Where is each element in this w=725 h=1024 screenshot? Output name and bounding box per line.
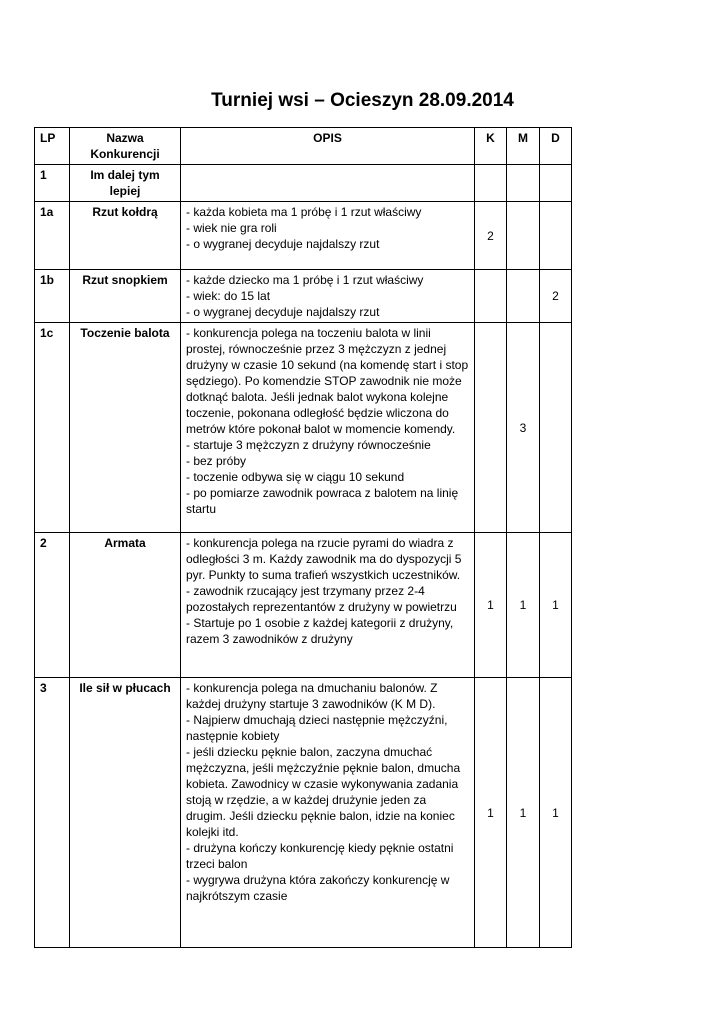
description-line: - startuje 3 mężczyzn z drużyny równocześnie — [186, 438, 431, 452]
description-line: - wiek nie gra roli — [186, 221, 277, 235]
description-line: - konkurencja polega na dmuchaniu balonów. Z każdej drużyny startuje 3 zawodników (K M D). — [186, 681, 438, 711]
row-score-d — [540, 165, 572, 202]
table-row — [35, 270, 572, 323]
row-description — [181, 165, 475, 202]
row-description — [181, 270, 475, 323]
description-line: - każda kobieta ma 1 próbę i 1 rzut właściwy — [186, 205, 422, 219]
table-row — [35, 202, 572, 270]
row-score-m: 1 — [507, 533, 540, 678]
row-competition-name: Toczenie balota — [70, 323, 181, 533]
row-lp: 3 — [35, 678, 70, 948]
row-lp: 1a — [35, 202, 70, 270]
row-score-k — [475, 165, 507, 202]
row-lp: 1b — [35, 270, 70, 323]
row-description — [181, 678, 475, 948]
header-m: M — [507, 128, 540, 165]
row-lp: 1c — [35, 323, 70, 533]
header-lp: LP — [35, 128, 70, 165]
table-header-row — [35, 128, 572, 165]
row-score-k — [475, 323, 507, 533]
row-score-m — [507, 270, 540, 323]
table-row — [35, 678, 572, 948]
table-row — [35, 323, 572, 533]
row-score-d — [540, 323, 572, 533]
row-score-m: 1 — [507, 678, 540, 948]
row-competition-name: Rzut snopkiem — [70, 270, 181, 323]
competition-table — [34, 127, 572, 948]
description-line: - wiek: do 15 lat — [186, 289, 271, 303]
header-k: K — [475, 128, 507, 165]
description-line: - wygrywa drużyna która zakończy konkurencję w najkrótszym czasie — [186, 873, 450, 903]
description-line: - toczenie odbywa się w ciągu 10 sekund — [186, 470, 405, 484]
description-line: - zawodnik rzucający jest trzymany przez 2-4 pozostałych reprezentantów z drużyny w powietrzu — [186, 584, 457, 614]
description-line: - konkurencja polega na rzucie pyrami do wiadra z odległości 3 m. Każdy zawodnik ma do dyspozycji 5 pyr. Punkty to suma trafień wszystkich uczestników. — [186, 536, 462, 582]
header-d: D — [540, 128, 572, 165]
row-description — [181, 533, 475, 678]
row-score-d: 1 — [540, 533, 572, 678]
description-line: - drużyna kończy konkurencję kiedy pęknie ostatni trzeci balon — [186, 841, 454, 871]
row-score-k: 1 — [475, 678, 507, 948]
row-competition-name: Ile sił w płucach — [70, 678, 181, 948]
row-score-d: 1 — [540, 678, 572, 948]
description-line: - o wygranej decyduje najdalszy rzut — [186, 237, 380, 251]
table-row — [35, 165, 572, 202]
row-competition-name: Armata — [70, 533, 181, 678]
row-score-k — [475, 270, 507, 323]
description-line: - każde dziecko ma 1 próbę i 1 rzut właściwy — [186, 273, 424, 287]
header-name: Nazwa Konkurencji — [70, 128, 181, 165]
row-competition-name: Rzut kołdrą — [70, 202, 181, 270]
row-competition-name: Im dalej tym lepiej — [70, 165, 181, 202]
row-score-m: 3 — [507, 323, 540, 533]
row-lp: 2 — [35, 533, 70, 678]
row-description — [181, 202, 475, 270]
row-lp: 1 — [35, 165, 70, 202]
row-score-d: 2 — [540, 270, 572, 323]
row-score-d — [540, 202, 572, 270]
description-line: - Startuje po 1 osobie z każdej kategorii z drużyny, razem 3 zawodników z drużyny — [186, 616, 454, 646]
row-score-m — [507, 202, 540, 270]
page-title: Turniej wsi – Ocieszyn 28.09.2014 — [211, 90, 514, 111]
description-line: - o wygranej decyduje najdalszy rzut — [186, 305, 380, 319]
row-description — [181, 323, 475, 533]
table-row — [35, 533, 572, 678]
row-score-m — [507, 165, 540, 202]
description-line: - konkurencja polega na toczeniu balota w linii prostej, równocześnie przez 3 mężczyzn z jednej drużyny w czasie 10 sekund (na komendę start i stop sędziego). Po komendzie STOP zawodnik nie może dotknąć balota. Jeśli jednak balot wykona kolejne toczenie, pokonana odległość będzie wliczona do metrów które pokonał balot w momencie komendy. — [186, 326, 469, 436]
description-line: - po pomiarze zawodnik powraca z balotem na linię startu — [186, 486, 459, 516]
row-score-k: 2 — [475, 202, 507, 270]
header-opis: OPIS — [181, 128, 475, 165]
description-line: - Najpierw dmuchają dzieci następnie mężczyźni, następnie kobiety — [186, 713, 448, 743]
row-score-k: 1 — [475, 533, 507, 678]
description-line: - bez próby — [186, 454, 247, 468]
description-line: - jeśli dziecku pęknie balon, zaczyna dmuchać mężczyzna, jeśli mężczyźnie pęknie balon, dmucha kobieta. Zawodnicy w czasie wykonywania zadania stoją w rzędzie, a w każdej drużynie jeden za drugim. Jeśli dziecku pęknie balon, idzie na koniec kolejki itd. — [186, 745, 461, 839]
